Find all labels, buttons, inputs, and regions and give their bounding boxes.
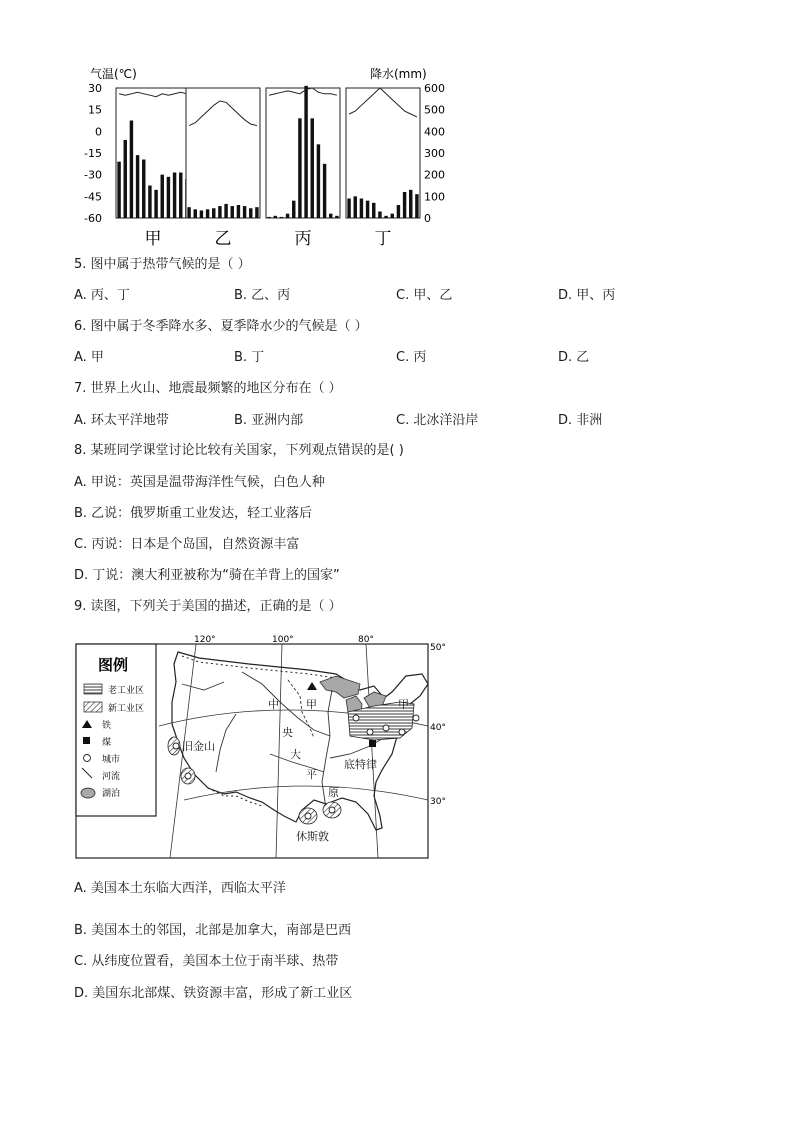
- label-zhong: 中: [268, 698, 279, 711]
- panel-label: 丙: [294, 229, 312, 249]
- question-8-option-d[interactable]: D. 丁说：澳大利亚被称为“骑在羊背上的国家”: [74, 568, 340, 583]
- city-marker: [367, 729, 373, 735]
- precip-bar: [366, 201, 369, 218]
- question-9-stem: 9. 读图，下列关于美国的描述，正确的是（ ）: [74, 599, 342, 614]
- temp-axis-title: 气温(℃): [90, 67, 137, 81]
- legend-lake-label: 湖泊: [102, 789, 121, 799]
- question-6-stem: 6. 图中属于冬季降水多、夏季降水少的气候是（ ）: [74, 319, 368, 334]
- precip-bar: [397, 205, 400, 218]
- panel-label: 甲: [144, 229, 162, 249]
- temp-tick-label: 0: [95, 125, 102, 139]
- usa-map: [74, 632, 454, 864]
- question-6-option-c[interactable]: C. 丙: [396, 350, 427, 365]
- temp-tick-labels: [84, 82, 102, 225]
- panel-labels: [145, 229, 392, 249]
- precip-bar: [323, 164, 326, 218]
- climate-panel: [116, 88, 190, 218]
- legend-old-industrial-swatch: [84, 684, 102, 694]
- precip-bar: [154, 190, 157, 218]
- temp-tick-label: -15: [84, 147, 102, 160]
- label-san-francisco: 旧金山: [182, 740, 215, 753]
- legend-city-icon: [84, 755, 91, 762]
- precip-bar: [286, 214, 289, 218]
- climate-panel: [266, 86, 340, 218]
- label-jia-west: 甲: [306, 698, 317, 711]
- question-7-option-a[interactable]: A. 环太平洋地带: [74, 413, 169, 428]
- precip-bar: [224, 204, 227, 218]
- precip-bar: [173, 173, 176, 219]
- precip-bar: [187, 207, 190, 218]
- climate-panel: [186, 88, 260, 218]
- question-5-stem: 5. 图中属于热带气候的是（ ）: [74, 257, 251, 272]
- legend-iron-label: 铁: [102, 721, 112, 731]
- legend-old-industrial-label: 老工业区: [108, 686, 145, 696]
- legend-city-label: 城市: [102, 755, 121, 765]
- temp-tick-label: -60: [84, 212, 102, 225]
- precip-bar: [391, 214, 394, 218]
- question-7-stem: 7. 世界上火山、地震最频繁的地区分布在（ ）: [74, 381, 342, 396]
- precip-bar: [136, 155, 139, 218]
- panel-frame: [116, 88, 190, 218]
- climate-panels: [116, 86, 420, 218]
- precip-bar: [267, 217, 270, 218]
- precip-bar: [218, 206, 221, 218]
- precip-bar: [243, 206, 246, 218]
- precip-bar: [148, 186, 151, 219]
- precip-tick-label: 300: [424, 147, 445, 160]
- precip-tick-label: 200: [424, 168, 445, 182]
- precip-bar: [409, 190, 412, 218]
- precip-bar: [231, 206, 234, 218]
- city-marker: [413, 715, 419, 721]
- city-marker: [399, 729, 405, 735]
- question-9-option-d[interactable]: D. 美国东北部煤、铁资源丰富，形成了新工业区: [74, 986, 353, 1001]
- precip-bar: [249, 208, 252, 218]
- city-marker: [383, 725, 389, 731]
- question-6-option-a[interactable]: A. 甲: [74, 350, 104, 365]
- precip-bar: [347, 199, 350, 219]
- question-8-stem: 8. 某班同学课堂讨论比较有关国家，下列观点错误的是( ): [74, 443, 404, 458]
- precip-bar: [354, 196, 357, 218]
- panel-label: 丁: [374, 229, 392, 249]
- temp-tick-label: -30: [84, 168, 102, 182]
- precip-bar: [360, 199, 363, 219]
- legend-title: 图例: [98, 656, 129, 674]
- label-detroit: 底特律: [344, 758, 377, 771]
- panel-frame: [186, 88, 260, 218]
- temp-tick-label: -45: [84, 190, 102, 204]
- precip-bar: [142, 160, 145, 219]
- label-yang: 央: [282, 726, 293, 739]
- precip-bar: [292, 201, 295, 218]
- question-7-option-c[interactable]: C. 北冰洋沿岸: [396, 413, 479, 428]
- question-5-option-d[interactable]: D. 甲、丙: [558, 288, 616, 303]
- longitude-100-label: 100°: [272, 635, 294, 645]
- city-marker: [173, 743, 179, 749]
- precip-tick-label: 400: [424, 125, 445, 139]
- latitude-40-label: 40°: [430, 723, 446, 733]
- temp-tick-label: 30: [88, 82, 102, 95]
- precip-tick-label: 600: [424, 82, 445, 95]
- precip-tick-labels: [424, 82, 445, 225]
- legend-river-label: 河流: [102, 772, 121, 782]
- precip-bar: [212, 208, 215, 218]
- precip-bar: [124, 140, 127, 218]
- precip-tick-label: 500: [424, 103, 445, 117]
- legend-new-industrial-swatch: [84, 702, 102, 712]
- question-8-option-b[interactable]: B. 乙说：俄罗斯重工业发达，轻工业落后: [74, 506, 313, 521]
- precip-bar: [274, 216, 277, 218]
- latitude-50-label: 50°: [430, 643, 446, 653]
- question-8-option-c[interactable]: C. 丙说：日本是个岛国，自然资源丰富: [74, 537, 300, 552]
- precip-bar: [378, 212, 381, 219]
- legend-coal-label: 煤: [102, 738, 112, 748]
- precip-bar: [194, 209, 197, 218]
- label-da: 大: [290, 748, 301, 761]
- label-houston: 休斯敦: [296, 830, 329, 843]
- precip-bar: [298, 118, 301, 218]
- city-marker: [329, 807, 335, 813]
- precip-bar: [372, 203, 375, 218]
- legend-lake-icon: [81, 788, 95, 798]
- longitude-80-label: 80°: [358, 635, 374, 645]
- legend-new-industrial-label: 新工业区: [108, 704, 145, 714]
- precip-bar: [280, 217, 283, 218]
- longitude-120-label: 120°: [194, 635, 216, 645]
- precip-bar: [255, 207, 258, 218]
- precip-bar: [335, 216, 338, 218]
- precip-axis-title: 降水(mm): [370, 67, 427, 81]
- question-9-option-c[interactable]: C. 从纬度位置看，美国本土位于南半球、热带: [74, 954, 339, 969]
- question-6-option-b[interactable]: B. 丁: [234, 350, 265, 365]
- label-ping: 平: [306, 768, 317, 781]
- question-8-option-a[interactable]: A. 甲说：英国是温带海洋性气候，白色人种: [74, 475, 325, 490]
- precip-bar: [384, 216, 387, 218]
- city-marker: [305, 813, 311, 819]
- question-9-option-a[interactable]: A. 美国本土东临大西洋，西临太平洋: [74, 881, 286, 896]
- precip-bar: [200, 210, 203, 218]
- legend-coal-icon: [83, 737, 90, 744]
- question-9-option-b[interactable]: B. 美国本土的邻国，北部是加拿大，南部是巴西: [74, 923, 352, 938]
- coal-marker: [369, 740, 376, 747]
- precip-tick-label: 0: [424, 212, 431, 225]
- precip-bar: [415, 194, 418, 218]
- city-marker: [185, 773, 191, 779]
- precip-bar: [329, 214, 332, 218]
- precip-bar: [403, 192, 406, 218]
- label-jia-east: 甲: [398, 698, 409, 711]
- precip-bar: [317, 144, 320, 218]
- question-7-option-b[interactable]: B. 亚洲内部: [234, 413, 304, 428]
- question-5-option-c[interactable]: C. 甲、乙: [396, 288, 453, 303]
- precip-bar: [130, 121, 133, 219]
- precip-bar: [237, 205, 240, 218]
- precip-bar: [179, 173, 182, 219]
- question-5-option-b[interactable]: B. 乙、丙: [234, 288, 291, 303]
- question-7-option-d[interactable]: D. 非洲: [558, 413, 603, 428]
- precip-bar: [206, 209, 209, 218]
- precip-bar: [167, 177, 170, 218]
- panel-frame: [346, 88, 420, 218]
- city-marker: [353, 715, 359, 721]
- precip-bar: [161, 175, 164, 218]
- climate-panel: [346, 88, 420, 218]
- question-5-option-a[interactable]: A. 丙、丁: [74, 288, 130, 303]
- temp-tick-label: 15: [88, 103, 102, 117]
- question-6-option-d[interactable]: D. 乙: [558, 350, 590, 365]
- precip-tick-label: 100: [424, 190, 445, 204]
- panel-frame: [266, 88, 340, 218]
- precip-bar: [117, 162, 120, 218]
- climate-charts: [70, 60, 450, 250]
- precip-bar: [311, 118, 314, 218]
- label-yuan: 原: [328, 786, 339, 799]
- precip-bar: [304, 86, 307, 218]
- latitude-30-label: 30°: [430, 797, 446, 807]
- panel-label: 乙: [214, 229, 232, 249]
